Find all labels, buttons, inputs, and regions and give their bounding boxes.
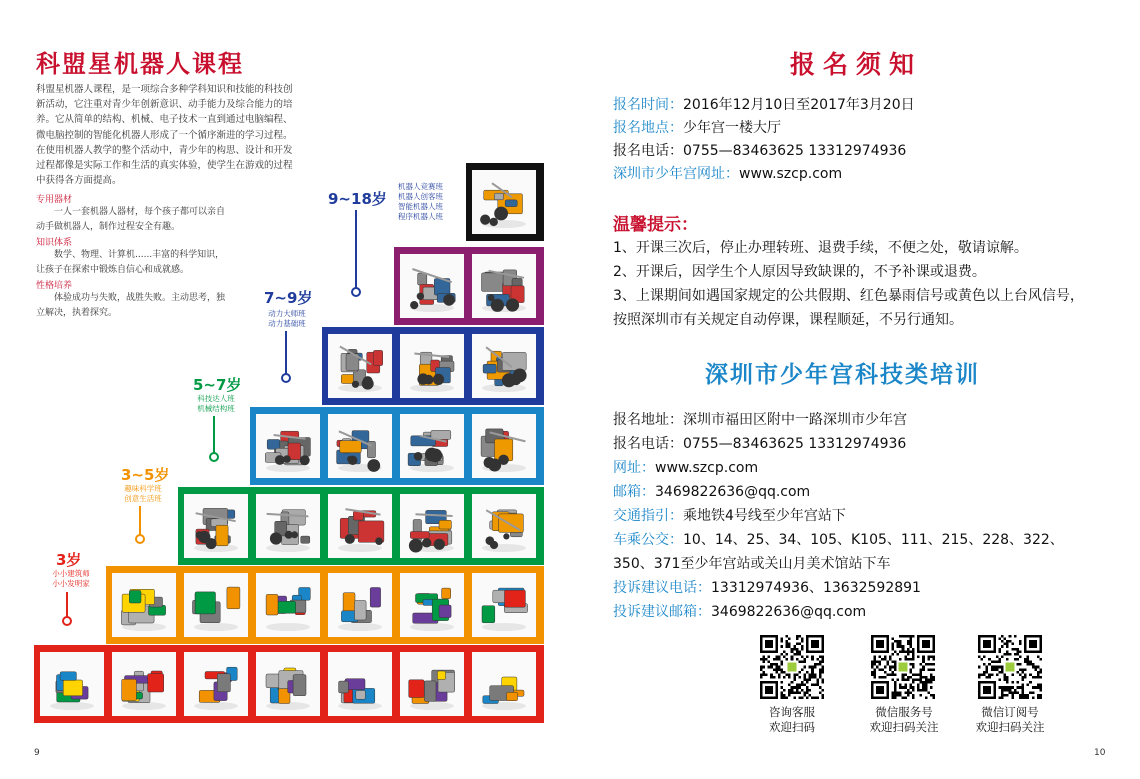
stair-row-frame <box>394 247 544 325</box>
toy-model-image <box>472 652 536 716</box>
course-intro: 科盟星机器人课程，是一项综合多种学科知识和技能的科技创新活动，它注重对青少年创新意识、动手能力及综合能力的培养。它从简单的结构、机械、电子技术一直到通过电脑编程、微电脑控制的智能化机器人形成了一个循序渐进的学习过程。在使用机器人教学的整个活动中，青少年的构思、设计和开发过程都像是实际工作和生活的真实体验，使学生在游戏的过程中获得各方面提高。 <box>36 84 293 187</box>
registration-website: 深圳市少年宫网址：www.szcp.com <box>613 166 843 182</box>
registration-title: 报名须知 <box>790 50 923 79</box>
registration-info <box>613 94 915 186</box>
contact-metro: 交通指引：乘地铁4号线至少年宫站下 <box>613 508 846 524</box>
toy-model-image <box>472 573 536 637</box>
warm-tips-title: 温馨提示： <box>613 215 698 235</box>
warm-tips-list <box>613 236 1093 332</box>
registration-time: 报名时间：2016年12月10日至2017年3月20日 <box>613 97 915 113</box>
pin-line-3-5 <box>139 506 141 536</box>
contact-bus: 车乘公交：10、14、25、34、105、K105、111、215、228、322、350、371至少年宫站或关山月美术馆站下车 <box>613 532 1064 572</box>
qr-code-icon[interactable] <box>760 635 824 699</box>
toy-model-image <box>40 652 104 716</box>
section-heading-equipment: 专用器材 <box>36 195 73 205</box>
qr-caption-service-account: 微信服务号 欢迎扫码关注 <box>869 705 939 734</box>
section-heading-knowledge: 知识体系 <box>36 238 73 248</box>
class-list-3-5: 趣味科学班 创意生活班 <box>124 484 162 503</box>
note-item: 1、开课三次后，停止办理转班、退费手续，不便之处，敬请谅解。 <box>613 240 1028 256</box>
toy-model-image <box>328 652 392 716</box>
toy-model-image <box>184 494 248 558</box>
contact-complaint-email: 投诉建议邮箱：3469822636@qq.com <box>613 604 867 620</box>
class-list-3: 小小建筑师 小小发明家 <box>52 569 90 588</box>
qr-caption-subscription: 微信订阅号 欢迎扫码关注 <box>975 705 1045 734</box>
qr-code-icon[interactable] <box>871 635 935 699</box>
toy-model-image <box>472 494 536 558</box>
note-item: 3、上课期间如遇国家规定的公共假期、红色暴雨信号或黄色以上台风信号，按照深圳市有关规定自动停课，课程顺延，不另行通知。 <box>613 288 1084 328</box>
stair-row-frame <box>466 163 544 241</box>
toy-model-image <box>256 652 320 716</box>
contact-phone: 报名电话：0755—83463625 13312974936 <box>613 436 907 452</box>
toy-model-image <box>256 573 320 637</box>
page-number-left: 9 <box>34 748 40 758</box>
toy-model-image <box>400 652 464 716</box>
stair-row-frame <box>322 327 544 405</box>
toy-model-image <box>472 170 536 234</box>
section-text-knowledge: 数学、物理、计算机......丰富的科学知识，让孩子在探索中锻炼自信心和成就感。 <box>36 250 225 275</box>
contact-address: 报名地址：深圳市福田区附中一路深圳市少年宫 <box>613 412 907 428</box>
course-title: 科盟星机器人课程 <box>36 50 244 78</box>
pin-dot-9-18 <box>351 287 361 297</box>
pin-line-9-18 <box>355 210 357 288</box>
toy-model-image <box>112 573 176 637</box>
registration-phone: 报名电话：0755—83463625 13312974936 <box>613 143 907 159</box>
pin-line-7-9 <box>285 331 287 375</box>
pin-dot-5-7 <box>209 452 219 462</box>
stair-row-frame <box>34 645 544 723</box>
toy-model-image <box>328 414 392 478</box>
toy-model-image <box>472 254 536 318</box>
class-list-5-7: 科技达人班 机械结构班 <box>197 394 235 413</box>
pin-line-5-7 <box>213 416 215 454</box>
stair-row-frame <box>250 407 544 485</box>
toy-model-image <box>328 573 392 637</box>
age-label-5-7: 5~7岁 <box>193 376 242 394</box>
toy-model-image <box>400 334 464 398</box>
toy-model-image <box>184 573 248 637</box>
toy-model-image <box>472 414 536 478</box>
toy-model-image <box>472 334 536 398</box>
age-label-7-9: 7~9岁 <box>264 289 313 307</box>
registration-place: 报名地点：少年宫一楼大厅 <box>613 120 781 136</box>
class-list-7-9: 动力大师班 动力基础班 <box>268 309 306 328</box>
contact-info <box>613 408 1103 624</box>
class-list-9-18: 机器人竞赛班 机器人创客班 智能机器人班 程序机器人班 <box>398 182 443 221</box>
contact-complaint-phone: 投诉建议电话：13312974936、13632592891 <box>613 580 921 596</box>
toy-model-image <box>400 254 464 318</box>
stair-row-frame <box>178 487 544 565</box>
toy-model-image <box>400 414 464 478</box>
age-label-3-5: 3~5岁 <box>121 466 170 484</box>
stair-row-frame <box>106 566 544 644</box>
pin-dot-3 <box>62 616 72 626</box>
age-label-3: 3岁 <box>56 551 82 569</box>
toy-model-image <box>400 494 464 558</box>
pin-line-3 <box>66 592 68 618</box>
section-text-equipment: 一人一套机器人器材，每个孩子都可以亲自动手做机器人，制作过程安全有趣。 <box>36 207 226 232</box>
toy-model-image <box>184 652 248 716</box>
toy-model-image <box>328 334 392 398</box>
toy-model-image <box>256 414 320 478</box>
toy-model-image <box>112 652 176 716</box>
training-title: 深圳市少年宫科技类培训 <box>705 362 980 388</box>
toy-model-image <box>328 494 392 558</box>
qr-caption-service: 咨询客服 欢迎扫码 <box>769 705 815 734</box>
contact-email: 邮箱：3469822636@qq.com <box>613 484 811 500</box>
qr-code-icon[interactable] <box>978 635 1042 699</box>
section-text-character: 体验成功与失败，战胜失败。主动思考，独立解决，执着探究。 <box>36 293 226 318</box>
pin-dot-7-9 <box>281 373 291 383</box>
age-label-9-18: 9~18岁 <box>328 190 387 208</box>
pin-dot-3-5 <box>135 534 145 544</box>
toy-model-image <box>400 573 464 637</box>
note-item: 2、开课后，因学生个人原因导致缺课的，不予补课或退费。 <box>613 264 986 280</box>
toy-model-image <box>256 494 320 558</box>
section-heading-character: 性格培养 <box>36 281 73 291</box>
contact-website: 网址：www.szcp.com <box>613 460 759 476</box>
page-number-right: 10 <box>1094 748 1106 758</box>
feature-sections <box>36 192 226 321</box>
